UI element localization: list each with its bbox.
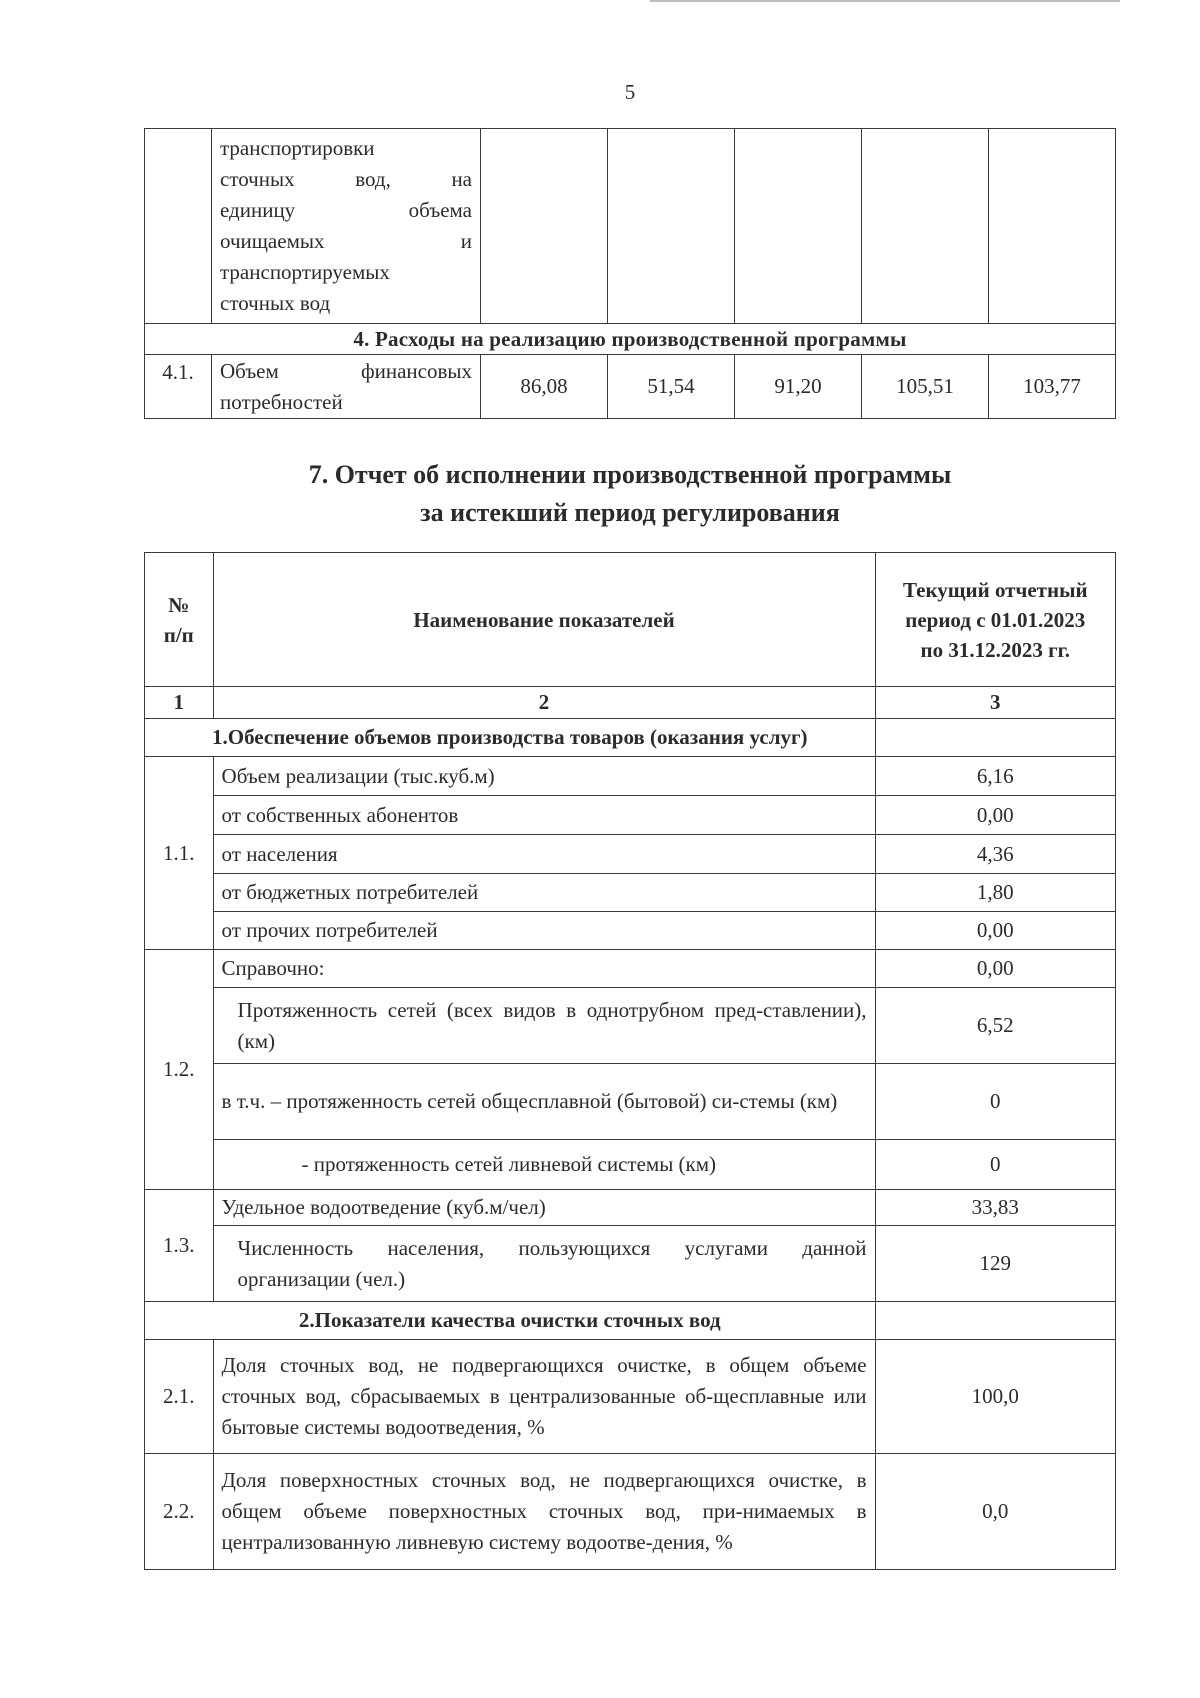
section-7-heading: [0, 456, 1200, 532]
table-row: [145, 129, 1116, 324]
table-row: [145, 1454, 1116, 1570]
value-cell: 91,20: [735, 355, 862, 419]
header-line: №: [168, 592, 190, 617]
name-line: сточных вод: [220, 291, 331, 315]
col-header-num: [145, 553, 214, 687]
row-number: 1.1.: [145, 757, 214, 950]
indicator-value: 4,36: [875, 835, 1115, 874]
top-edge-rule: [650, 0, 1120, 2]
value-cell: 103,77: [989, 355, 1116, 419]
indicator-name: в т.ч. – протяженность сетей общесплавной (бытовой) си-стемы (км): [213, 1064, 875, 1140]
production-program-table-continued: [144, 128, 1116, 419]
indicator-name-cell: [212, 355, 481, 419]
row-number: 4.1.: [145, 355, 212, 419]
section-4-title: 4. Расходы на реализацию производственной программы: [145, 324, 1116, 355]
section-row: [145, 1302, 1116, 1340]
name-line: потребностей: [220, 389, 343, 414]
indicator-name: Доля поверхностных сточных вод, не подвергающихся очистке, в общем объеме поверхностных сточных вод, при-нимаемых в централизованную ливневую систему водоотве-дения, %: [213, 1454, 875, 1570]
value-cell: [481, 129, 608, 324]
table-row: [145, 757, 1116, 796]
indicator-name: Численность населения, пользующихся услугами данной организации (чел.): [213, 1226, 875, 1302]
table-row: [145, 988, 1116, 1064]
col-header-period: [875, 553, 1115, 687]
indicator-name-cell: [212, 129, 481, 324]
indicator-value: 129: [875, 1226, 1115, 1302]
header-line: Текущий отчетный: [902, 577, 1088, 602]
table-row: [145, 1190, 1116, 1226]
row-number-cell: [145, 129, 212, 324]
section-row: [145, 324, 1116, 355]
value-cell: 51,54: [608, 355, 735, 419]
table-row: [145, 835, 1116, 874]
indicator-name: от собственных абонентов: [213, 796, 875, 835]
section-1-title: 1.Обеспечение объемов производства товаров (оказания услуг): [145, 719, 876, 757]
indicator-name: от прочих потребителей: [213, 912, 875, 950]
column-number: 2: [213, 687, 875, 719]
section-2-title: 2.Показатели качества очистки сточных вод: [145, 1302, 876, 1340]
header-line: период с 01.01.2023: [905, 607, 1086, 632]
row-number: 2.1.: [145, 1340, 214, 1454]
heading-line: 7. Отчет об исполнении производственной программы: [308, 460, 952, 489]
table-row: [145, 912, 1116, 950]
table-row: [145, 874, 1116, 912]
column-number: 3: [875, 687, 1115, 719]
indicator-value: 6,52: [875, 988, 1115, 1064]
indicator-value: 33,83: [875, 1190, 1115, 1226]
indicator-name: Объем реализации (тыс.куб.м): [213, 757, 875, 796]
indicator-value: 6,16: [875, 757, 1115, 796]
header-line: п/п: [163, 622, 194, 647]
column-number-row: [145, 687, 1116, 719]
name-line: транспортировки: [220, 136, 375, 160]
empty-cell: [875, 1302, 1115, 1340]
indicator-value: 0,00: [875, 950, 1115, 988]
value-cell: [862, 129, 989, 324]
indicator-name: Протяженность сетей (всех видов в однотрубном пред-ставлении), (км): [213, 988, 875, 1064]
heading-line: за истекший период регулирования: [420, 498, 840, 527]
indicator-name: Удельное водоотведение (куб.м/чел): [213, 1190, 875, 1226]
page-number: 5: [624, 80, 636, 104]
header-line: по 31.12.2023 гг.: [920, 637, 1071, 662]
value-cell: [608, 129, 735, 324]
name-line: Объем финансовых: [220, 358, 472, 383]
indicator-name: Справочно:: [213, 950, 875, 988]
indicator-value: 100,0: [875, 1340, 1115, 1454]
table-row: [145, 950, 1116, 988]
row-number: 2.2.: [145, 1454, 214, 1570]
table-row: [145, 1064, 1116, 1140]
name-line: транспортируемых: [220, 260, 390, 284]
table-row: [145, 1140, 1116, 1190]
indicator-value: 1,80: [875, 874, 1115, 912]
table-row: [145, 355, 1116, 419]
name-line: очищаемых и: [220, 229, 472, 253]
row-number: 1.3.: [145, 1190, 214, 1302]
indicator-value: 0,00: [875, 912, 1115, 950]
indicator-value: 0: [875, 1064, 1115, 1140]
indicator-value: 0,0: [875, 1454, 1115, 1570]
header-row: [145, 553, 1116, 687]
indicator-value: 0: [875, 1140, 1115, 1190]
name-line: единицу объема: [220, 198, 472, 222]
indicator-name: от населения: [213, 835, 875, 874]
name-line: сточных вод, на: [220, 167, 472, 191]
empty-cell: [875, 719, 1115, 757]
value-cell: 86,08: [481, 355, 608, 419]
column-number: 1: [145, 687, 214, 719]
indicator-name: от бюджетных потребителей: [213, 874, 875, 912]
table-row: [145, 796, 1116, 835]
indicator-value: 0,00: [875, 796, 1115, 835]
row-number: 1.2.: [145, 950, 214, 1190]
indicator-name: Доля сточных вод, не подвергающихся очистке, в общем объеме сточных вод, сбрасываемых в централизованные об-щесплавные или бытовые системы водоотведения, %: [213, 1340, 875, 1454]
col-header-name: Наименование показателей: [213, 553, 875, 687]
execution-report-table: [144, 552, 1116, 1570]
table-row: [145, 1226, 1116, 1302]
value-cell: 105,51: [862, 355, 989, 419]
value-cell: [735, 129, 862, 324]
section-row: [145, 719, 1116, 757]
table-row: [145, 1340, 1116, 1454]
value-cell: [989, 129, 1116, 324]
indicator-name: - протяженность сетей ливневой системы (км): [213, 1140, 875, 1190]
